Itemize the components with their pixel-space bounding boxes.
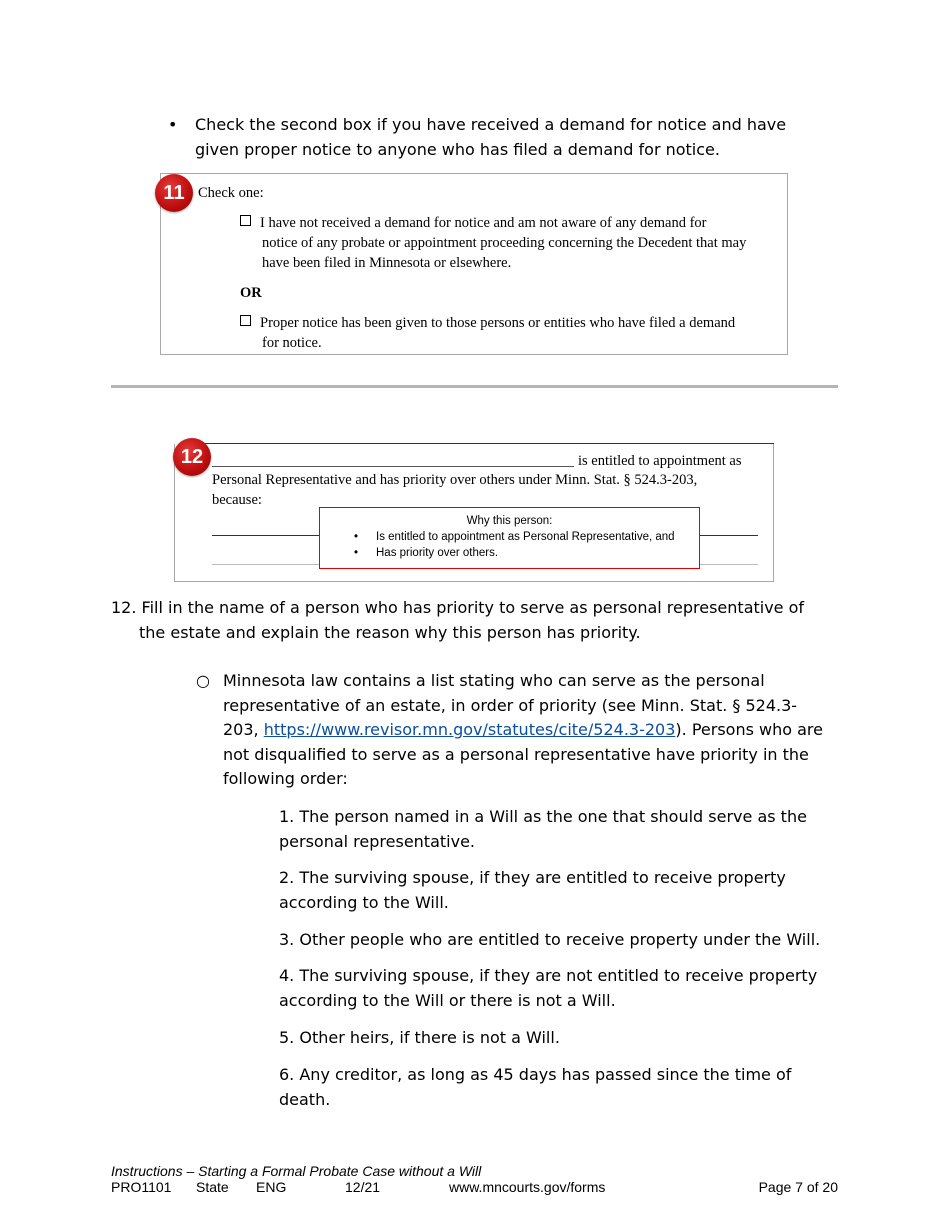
entitled-text: is entitled to appointment as [578,453,742,469]
footer-meta-row [111,1179,838,1197]
name-blank-line [212,466,574,467]
or-label: OR [240,285,262,301]
footer-form-code: PRO1101 [111,1179,172,1195]
priority-law-text: Minnesota law contains a list stating who can serve as the personal representative of an estate, in order of priority (see Minn. Stat. § 524.3-203, [223,671,798,739]
option-notice-given-rest: for notice. [262,335,322,351]
check-one-label: Check one: [198,185,264,201]
reason-blank-line [212,535,320,536]
footer-title: Instructions – Starting a Formal Probate Case without a Will [111,1163,482,1179]
priority-list-item: 4. The surviving spouse, if they are not entitled to receive property according to the Will or there is not a Will. [279,966,818,1010]
reason-blank-line [700,564,758,565]
step-badge-12: 12 [173,438,211,476]
bullet-marker: • [168,115,178,134]
section-divider [111,385,838,388]
statute-link[interactable]: https://www.revisor.mn.gov/statutes/cite/524.3-203 [263,720,676,739]
section-12-text: 12. Fill in the name of a person who has priority to serve as personal representative of the estate and explain the reason why this person has priority. [111,598,805,642]
priority-list-item: 5. Other heirs, if there is not a Will. [279,1028,560,1047]
callout-item: • Is entitled to appointment as Personal Representative, and [376,529,699,545]
because-label: because: [212,492,262,508]
reason-blank-line [212,564,320,565]
option-notice-given [240,313,785,353]
footer-date: 12/21 [345,1179,381,1195]
priority-list-item: 1. The person named in a Will as the one that should serve as the personal representative. [279,807,807,851]
footer-page-number: Page 7 of 20 [758,1179,838,1195]
checkbox-no-demand [240,215,251,226]
option-no-demand-line1: I have not received a demand for notice and am not aware of any demand for [260,215,707,231]
reason-blank-line [700,535,758,536]
section-12-instructions [111,596,811,645]
footer-jurisdiction: State [196,1179,229,1195]
why-this-person-callout [319,507,700,569]
option-no-demand [240,213,770,273]
form-excerpt-12-top-rule [205,443,774,444]
priority-law-text-cont: ). Persons who are not disqualified to serve as a personal representative have priority in the following order: [223,720,823,788]
page-footer [111,1163,838,1197]
footer-url: www.mncourts.gov/forms [449,1179,606,1195]
step-badge-11: 11 [155,174,193,212]
priority-list-item: 2. The surviving spouse, if they are entitled to receive property according to the Will. [279,868,786,912]
footer-language: ENG [256,1179,287,1195]
callout-title: Why this person: [466,515,553,527]
priority-law-paragraph [223,669,823,792]
intro-instruction: Check the second box if you have received a demand for notice and have given proper notice to anyone who has filed a demand for notice. [195,115,787,159]
sub-bullet-marker: ○ [196,671,210,690]
option-no-demand-rest: notice of any probate or appointment proceeding concerning the Decedent that may have been filed in Minnesota or elsewhere. [262,235,747,271]
priority-list-item: 3. Other people who are entitled to receive property under the Will. [279,930,821,949]
checkbox-notice-given [240,315,251,326]
option-notice-given-line1: Proper notice has been given to those persons or entities who have filed a demand [260,315,736,331]
priority-list-item: 6. Any creditor, as long as 45 days has passed since the time of death. [279,1065,792,1109]
priority-statement: Personal Representative and has priority over others under Minn. Stat. § 524.3-203, [212,472,698,488]
callout-item: • Has priority over others. [376,545,699,561]
